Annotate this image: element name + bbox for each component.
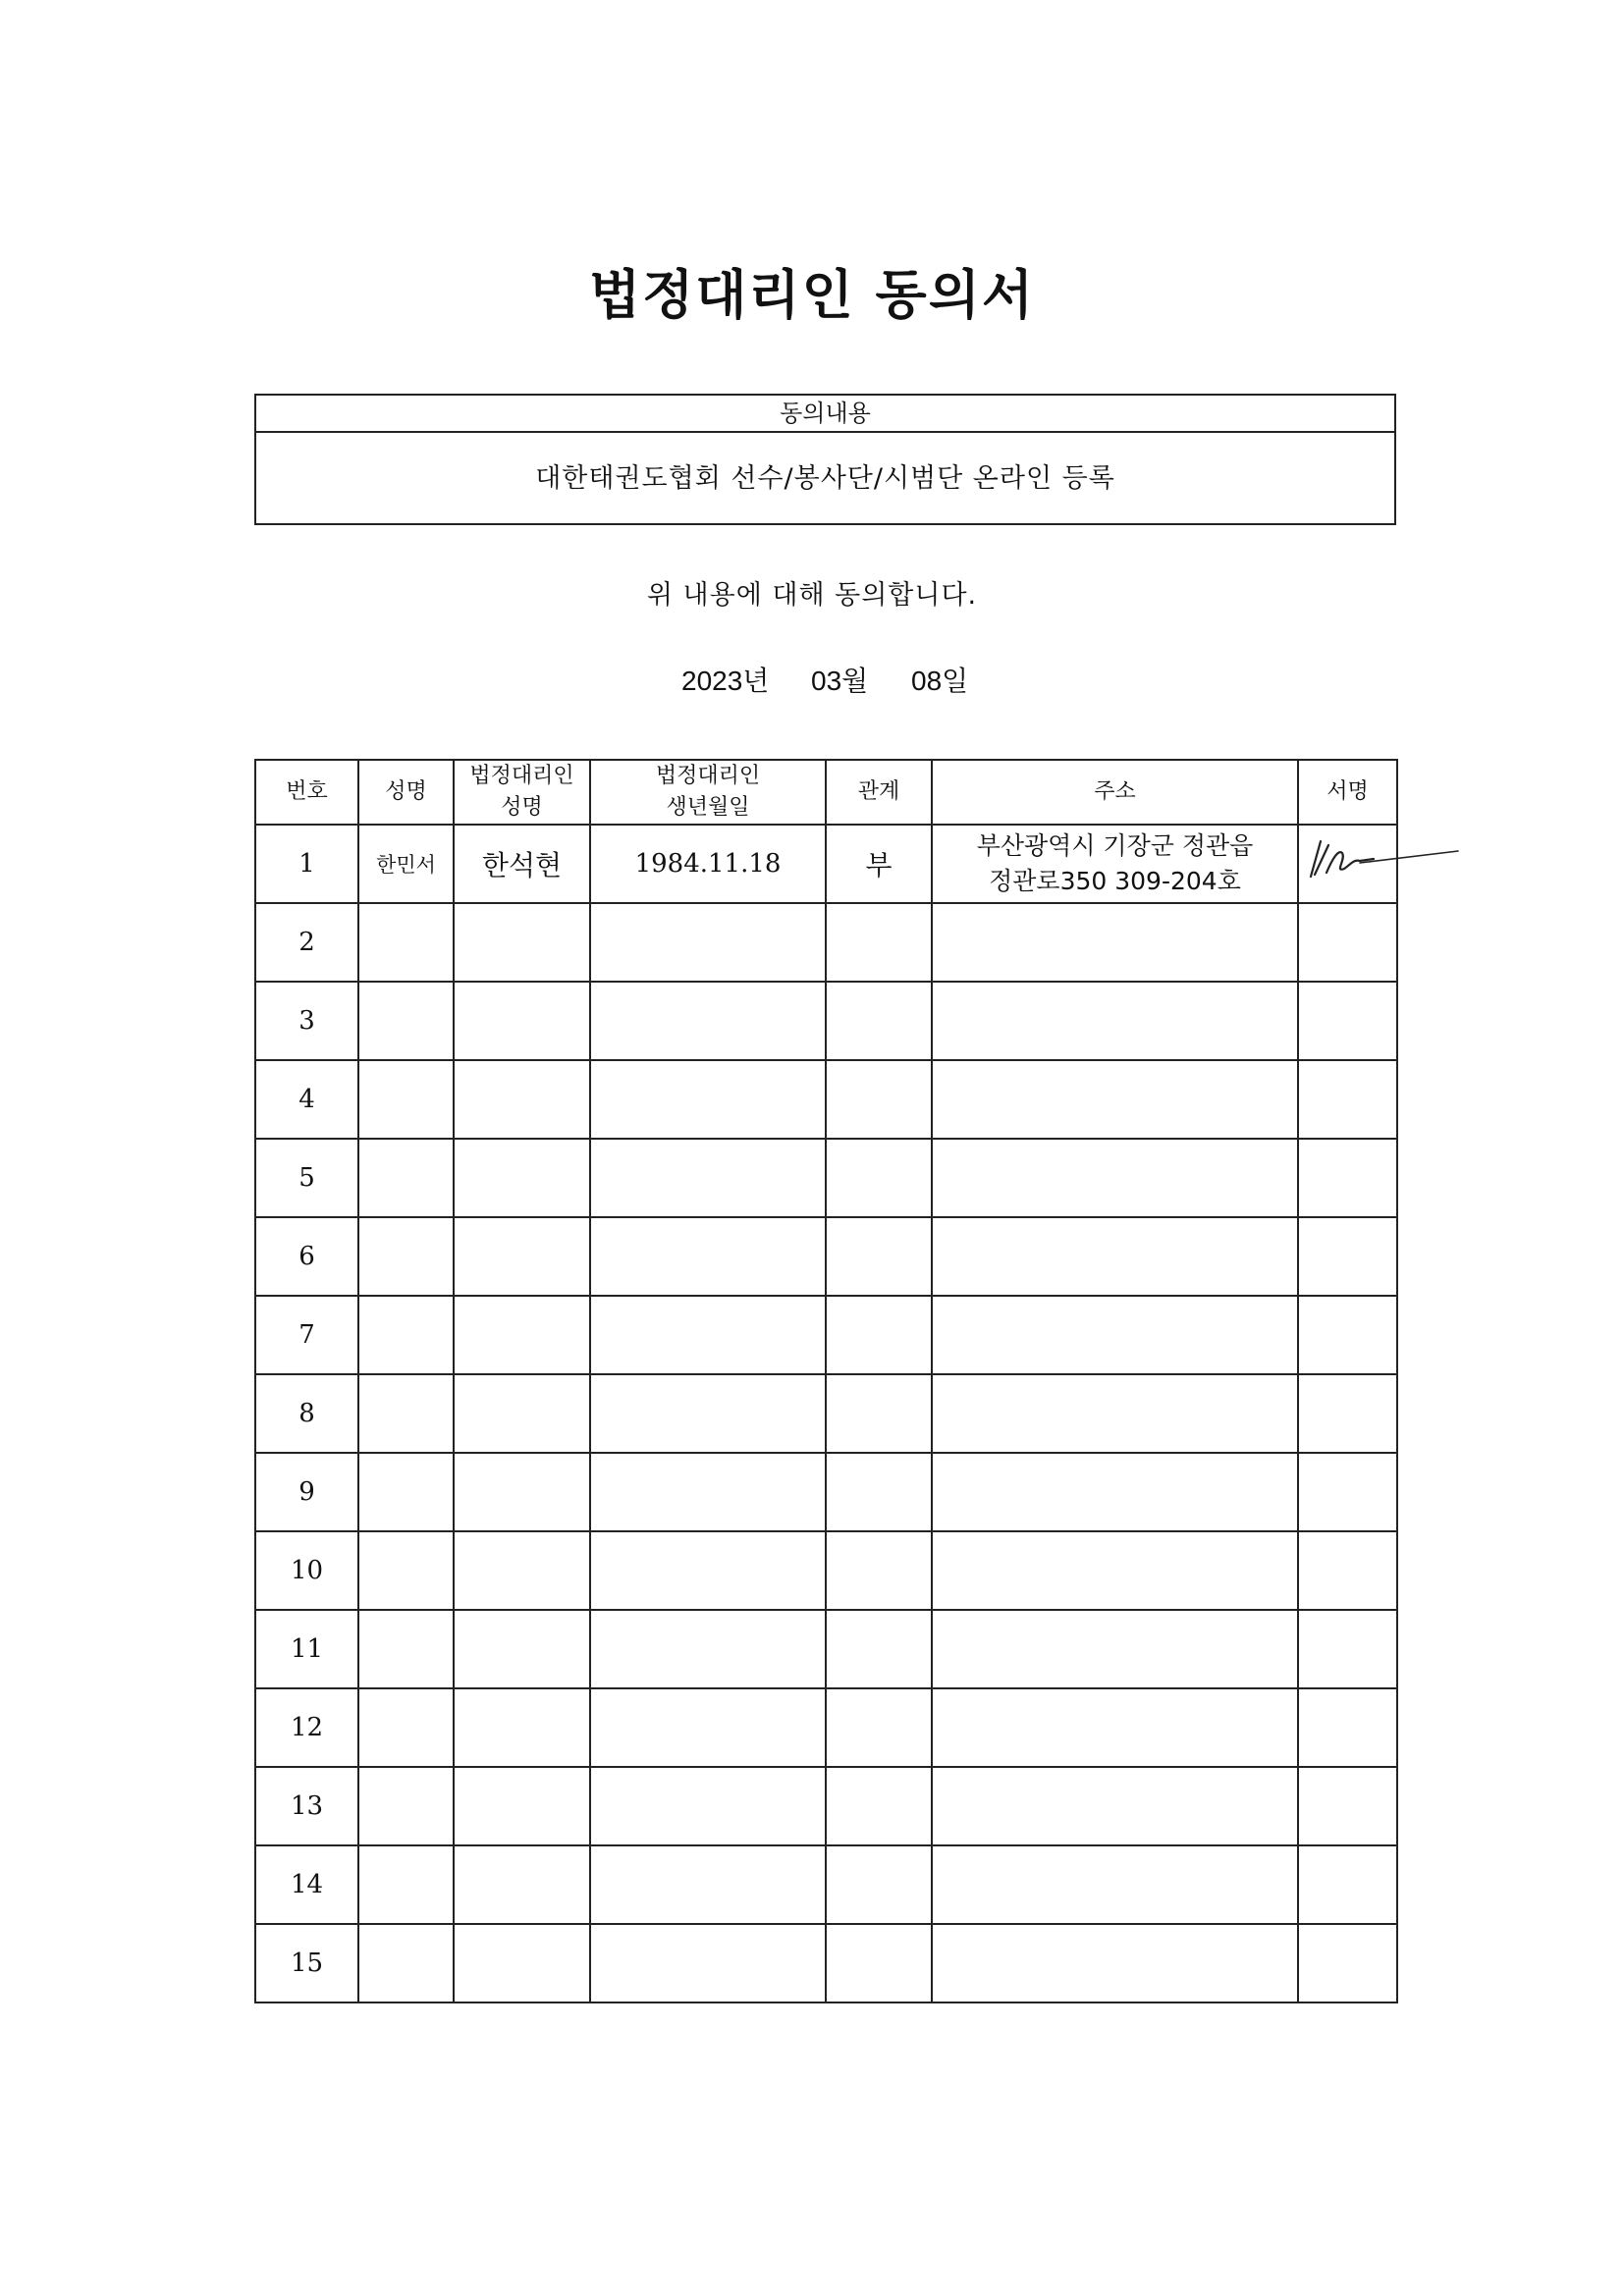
cell-guardian-name [454,1296,590,1374]
cell-guardian-birth [590,825,826,903]
cell-no [255,1296,358,1374]
cell-no-text: 6 [298,1242,315,1271]
cell-address [932,1610,1298,1688]
cell-address [932,1296,1298,1374]
cell-address [932,1453,1298,1531]
cell-guardian-birth [590,1139,826,1217]
cell-guardian-birth [590,1531,826,1610]
consent-content-header: 동의내용 [256,396,1394,433]
cell-relation [826,903,932,982]
cell-guardian-name [454,1060,590,1139]
cell-no [255,1453,358,1531]
cell-no [255,825,358,903]
cell-address-text: 부산광역시 기장군 정관읍 정관로350 309-204호 [976,831,1254,895]
cell-name [358,1610,454,1688]
cell-name [358,1217,454,1296]
header-relation: 관계 [826,760,932,825]
table-row [255,1924,1397,2002]
table-row [255,1767,1397,1845]
cell-no [255,1374,358,1453]
date-month: 03월 [811,666,869,696]
cell-name [358,1767,454,1845]
cell-signature [1298,1845,1397,1924]
cell-name [358,1374,454,1453]
table-row [255,825,1397,903]
cell-guardian-birth-text: 1984.11.18 [634,849,782,879]
cell-relation [826,1688,932,1767]
cell-no [255,1924,358,2002]
cell-guardian-name [454,1453,590,1531]
header-signature: 서명 [1298,760,1397,825]
table-row [255,903,1397,982]
cell-relation [826,1531,932,1610]
date-year: 2023년 [681,666,770,696]
header-no: 번호 [255,760,358,825]
cell-guardian-birth [590,903,826,982]
cell-signature [1298,1688,1397,1767]
cell-guardian-birth [590,1060,826,1139]
cell-name [358,1924,454,2002]
cell-guardian-name [454,1924,590,2002]
cell-guardian-birth [590,1688,826,1767]
cell-relation [826,1217,932,1296]
cell-address [932,1924,1298,2002]
table-body [255,825,1397,2002]
cell-signature [1298,903,1397,982]
cell-signature [1298,1060,1397,1139]
cell-guardian-name [454,1610,590,1688]
cell-guardian-name [454,1767,590,1845]
cell-address [932,1845,1298,1924]
cell-no-text: 10 [290,1556,324,1585]
cell-address [932,1060,1298,1139]
cell-no [255,982,358,1060]
cell-no-text: 2 [298,928,315,957]
cell-no [255,1060,358,1139]
cell-guardian-birth [590,1845,826,1924]
header-guardian-birth: 법정대리인 생년월일 [590,760,826,825]
cell-signature [1298,1453,1397,1531]
cell-name [358,1453,454,1531]
cell-no [255,1767,358,1845]
cell-relation [826,1374,932,1453]
cell-no-text: 1 [298,849,315,879]
cell-guardian-name [454,825,590,903]
cell-address [932,1139,1298,1217]
cell-signature [1298,982,1397,1060]
cell-signature [1298,1217,1397,1296]
cell-name [358,1296,454,1374]
header-address: 주소 [932,760,1298,825]
cell-guardian-birth [590,1767,826,1845]
table-row [255,1531,1397,1610]
cell-address [932,903,1298,982]
table-row [255,1139,1397,1217]
cell-no-text: 14 [290,1870,324,1899]
cell-guardian-birth [590,1296,826,1374]
table-header-row [255,760,1397,825]
cell-name [358,1531,454,1610]
table-row [255,1296,1397,1374]
cell-guardian-name [454,1374,590,1453]
cell-signature [1298,1531,1397,1610]
cell-no-text: 12 [290,1713,324,1742]
cell-guardian-birth [590,1217,826,1296]
cell-guardian-name [454,1688,590,1767]
cell-guardian-name [454,1845,590,1924]
cell-signature [1298,1374,1397,1453]
cell-name [358,825,454,903]
cell-guardian-birth [590,1374,826,1453]
cell-guardian-birth [590,1924,826,2002]
cell-guardian-birth [590,982,826,1060]
cell-address [932,1688,1298,1767]
table-row [255,1453,1397,1531]
cell-signature [1298,1139,1397,1217]
cell-no [255,1845,358,1924]
cell-name [358,982,454,1060]
agreement-statement: 위 내용에 대해 동의합니다. [646,580,978,611]
cell-name [358,903,454,982]
cell-no-text: 3 [298,1006,315,1036]
cell-guardian-name [454,903,590,982]
consent-content-box [254,394,1396,525]
handwritten-signature-icon [1291,829,1468,895]
table-row [255,982,1397,1060]
cell-relation [826,1767,932,1845]
table-row [255,1060,1397,1139]
cell-guardian-name [454,1531,590,1610]
cell-no-text: 7 [298,1320,315,1350]
cell-guardian-birth [590,1610,826,1688]
cell-no-text: 8 [298,1399,315,1428]
cell-relation [826,825,932,903]
cell-address [932,982,1298,1060]
cell-no-text: 15 [290,1949,324,1978]
cell-signature [1298,825,1397,903]
cell-relation [826,1845,932,1924]
cell-no-text: 9 [298,1477,315,1507]
cell-signature [1298,1767,1397,1845]
cell-signature [1298,1296,1397,1374]
cell-relation [826,982,932,1060]
consent-content-text: 대한태권도협회 선수/봉사단/시범단 온라인 등록 [535,463,1115,494]
cell-name [358,1060,454,1139]
cell-no-text: 5 [298,1163,315,1193]
table-row [255,1688,1397,1767]
cell-relation [826,1610,932,1688]
cell-no [255,1610,358,1688]
cell-address [932,1531,1298,1610]
document-title: 법정대리인 동의서 [588,264,1036,326]
cell-name [358,1845,454,1924]
document-date [0,660,1624,699]
date-day: 08일 [911,666,969,696]
cell-relation-text: 부 [865,849,893,881]
table-row [255,1374,1397,1453]
cell-guardian-birth [590,1453,826,1531]
cell-relation [826,1139,932,1217]
cell-name [358,1688,454,1767]
cell-guardian-name-text: 한석현 [481,849,563,881]
cell-signature [1298,1924,1397,2002]
table-row [255,1845,1397,1924]
cell-no-text: 13 [290,1791,324,1821]
cell-no [255,1217,358,1296]
cell-name-text: 한민서 [376,853,436,877]
cell-no [255,1139,358,1217]
cell-relation [826,1296,932,1374]
cell-no [255,903,358,982]
cell-no-text: 4 [298,1085,315,1114]
header-guardian-name: 법정대리인 성명 [454,760,590,825]
cell-address [932,1767,1298,1845]
cell-relation [826,1924,932,2002]
cell-guardian-name [454,982,590,1060]
cell-no [255,1688,358,1767]
cell-address [932,1217,1298,1296]
cell-no-text: 11 [290,1634,324,1664]
cell-no [255,1531,358,1610]
cell-relation [826,1060,932,1139]
cell-signature [1298,1610,1397,1688]
header-name: 성명 [358,760,454,825]
table-row [255,1610,1397,1688]
cell-address [932,825,1298,903]
cell-guardian-name [454,1217,590,1296]
registration-table [254,759,1398,2003]
cell-address [932,1374,1298,1453]
cell-relation [826,1453,932,1531]
cell-guardian-name [454,1139,590,1217]
cell-name [358,1139,454,1217]
table-row [255,1217,1397,1296]
